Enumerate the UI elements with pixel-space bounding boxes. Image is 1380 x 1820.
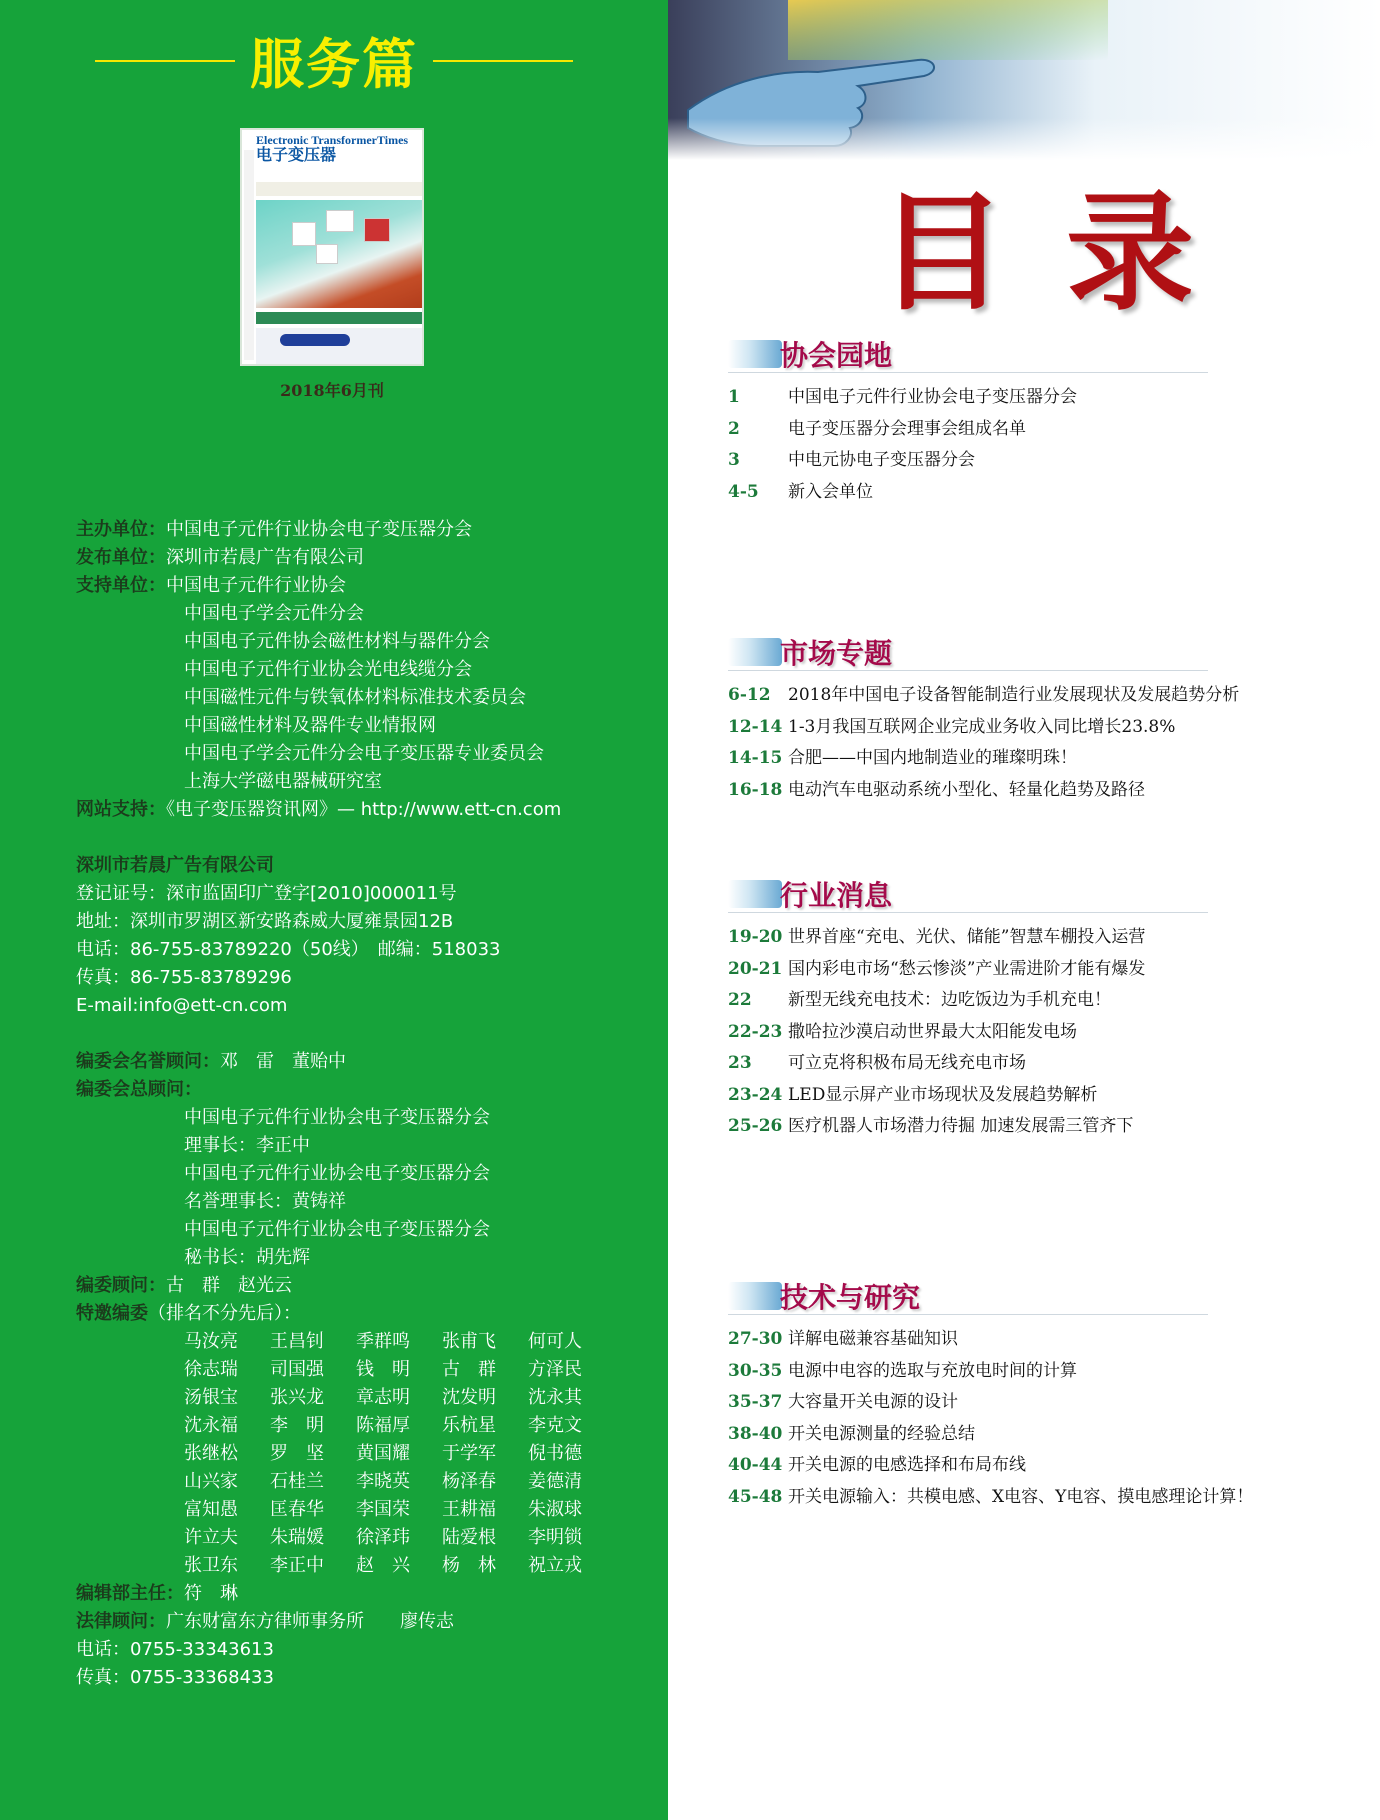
cover-footer — [256, 328, 422, 364]
editor-name: 赵 兴 — [356, 1555, 410, 1576]
chief-editor-row — [76, 1580, 614, 1608]
special-editors-row — [76, 1412, 614, 1440]
organizer-row — [76, 516, 561, 544]
editor-name: 许立夫 — [184, 1527, 238, 1548]
toc-entry-title: 新入会单位 — [788, 481, 873, 502]
toc-page-number: 12-14 — [728, 716, 783, 737]
company-block — [76, 852, 500, 1020]
toc-page-number: 2 — [728, 418, 740, 439]
toc-entry-title: 1-3月我国互联网企业完成业务收入同比增长23.8% — [788, 716, 1176, 737]
toc-entry-title: 电子变压器分会理事会组成名单 — [788, 418, 1026, 439]
toc-page-number: 4-5 — [728, 481, 759, 502]
toc-entry-title: 合肥——中国内地制造业的璀璨明珠！ — [788, 748, 1077, 768]
toc-entry-title: LED显示屏产业市场现状及发展趋势解析 — [788, 1084, 1098, 1105]
editorial-phone: 电话：0755-33343613 — [76, 1639, 274, 1660]
toc-entry-title: 中国电子元件行业协会电子变压器分会 — [788, 387, 1077, 407]
section-swoosh-icon — [728, 1282, 782, 1310]
toc-page-number: 30-35 — [728, 1360, 783, 1381]
toc-entry[interactable] — [728, 712, 1239, 744]
special-editors-row — [76, 1496, 614, 1524]
cover-band — [256, 182, 424, 196]
company-email[interactable]: E-mail:info@ett-cn.com — [76, 995, 288, 1016]
editor-name: 朱淑球 — [528, 1499, 582, 1520]
section-header — [728, 874, 1145, 914]
editor-name: 马汝亮 — [184, 1331, 238, 1352]
legal-advisor-row — [76, 1608, 614, 1636]
editor-name: 罗 坚 — [270, 1443, 324, 1464]
general-advisor-key: 编委会总顾问： — [76, 1079, 202, 1100]
pointing-hand-banner — [668, 0, 1380, 160]
toc-entry[interactable] — [728, 1419, 1253, 1451]
toc-entry[interactable] — [728, 743, 1239, 775]
section-underline — [728, 670, 1208, 671]
heading-rule-right — [433, 60, 573, 62]
cover-component-4 — [364, 218, 390, 242]
editor-name: 沈发明 — [442, 1387, 496, 1408]
editor-name: 张甫飞 — [442, 1331, 496, 1352]
company-fax: 传真：86-755-83789296 — [76, 967, 292, 988]
toc-page-number: 19-20 — [728, 927, 783, 947]
website-row — [76, 796, 561, 824]
cover-masthead — [256, 134, 424, 174]
editor-name: 何可人 — [528, 1331, 582, 1352]
special-editors-row — [76, 1524, 614, 1552]
editor-name: 乐杭星 — [442, 1415, 496, 1436]
editor-name: 徐泽玮 — [356, 1527, 410, 1548]
editor-name: 李 明 — [270, 1415, 324, 1436]
supporter-line: 中国磁性元件与铁氧体材料标准技术委员会 — [184, 687, 526, 708]
toc-page-number: 20-21 — [728, 958, 783, 979]
website-link[interactable]: 《电子变压器资讯网》— http://www.ett-cn.com — [166, 799, 562, 820]
service-heading — [0, 22, 668, 99]
magazine-cover-thumbnail[interactable] — [240, 128, 424, 366]
toc-list — [728, 922, 1145, 1143]
section-header — [728, 334, 1077, 374]
supporter-line: 中国电子元件协会磁性材料与器件分会 — [184, 631, 490, 652]
cover-image — [256, 200, 422, 308]
section-swoosh-icon — [728, 638, 782, 666]
supporter-value: 中国电子元件行业协会 — [166, 575, 346, 596]
editor-name: 钱 明 — [356, 1359, 410, 1380]
toc-entry[interactable] — [728, 775, 1239, 807]
special-editors-row — [76, 1328, 614, 1356]
toc-entry[interactable] — [728, 1080, 1145, 1112]
service-panel — [0, 0, 668, 1820]
supporter-line: 中国电子学会元件分会电子变压器专业委员会 — [184, 743, 544, 764]
toc-section-tech-research — [728, 1276, 1253, 1513]
toc-entry[interactable] — [728, 1111, 1145, 1143]
cover-spine — [244, 150, 254, 360]
toc-entry-title: 开关电源输入：共模电感、X电容、Y电容、摸电感理论计算！ — [788, 1486, 1254, 1507]
supporter-line: 中国磁性材料及器件专业情报网 — [184, 715, 436, 736]
toc-page-number: 22 — [728, 990, 752, 1010]
toc-page-number: 3 — [728, 450, 740, 470]
editor-name: 季群鸣 — [356, 1331, 410, 1352]
toc-entry-title: 世界首座“充电、光伏、储能”智慧车棚投入运营 — [788, 927, 1146, 947]
editor-name: 古 群 — [442, 1359, 496, 1380]
toc-section-association — [728, 334, 1077, 508]
editor-name: 陆爱根 — [442, 1527, 496, 1548]
toc-entry[interactable] — [728, 680, 1239, 712]
toc-page-number: 45-48 — [728, 1486, 783, 1507]
company-name: 深圳市若晨广告有限公司 — [76, 855, 274, 876]
legal-advisor-value: 广东财富东方律师事务所 廖传志 — [166, 1611, 454, 1632]
general-advisor-line: 秘书长：胡先辉 — [184, 1247, 310, 1268]
toc-page-number: 35-37 — [728, 1392, 783, 1412]
honorary-key: 编委会名誉顾问： — [76, 1051, 220, 1072]
section-title: 行业消息 — [780, 879, 893, 912]
supporter-key: 支持单位： — [76, 575, 166, 596]
editorial-block — [76, 1048, 614, 1692]
editor-name: 沈永其 — [528, 1387, 582, 1408]
toc-entry-title: 电动汽车电驱动系统小型化、轻量化趋势及路径 — [788, 779, 1145, 800]
toc-entry-title: 新型无线充电技术：边吃饭边为手机充电！ — [788, 990, 1111, 1010]
editor-name: 祝立戎 — [528, 1555, 582, 1576]
toc-entry-title: 国内彩电市场“愁云惨淡”产业需进阶才能有爆发 — [788, 958, 1146, 979]
section-header — [728, 632, 1239, 672]
advisor-value: 古 群 赵光云 — [166, 1275, 292, 1296]
editor-name: 方泽民 — [528, 1359, 582, 1380]
editor-name: 李明锁 — [528, 1527, 582, 1548]
toc-entry[interactable] — [728, 922, 1145, 954]
toc-entry[interactable] — [728, 985, 1145, 1017]
toc-page-number: 1 — [728, 387, 740, 407]
editor-name: 石桂兰 — [270, 1471, 324, 1492]
special-editors-key: 特邀编委 — [76, 1303, 148, 1324]
website-key: 网站支持： — [76, 799, 166, 820]
editor-name: 徐志瑞 — [184, 1359, 238, 1380]
toc-entry[interactable] — [728, 382, 1077, 414]
toc-entry[interactable] — [728, 1048, 1145, 1080]
section-swoosh-icon — [728, 340, 782, 368]
editor-name: 于学军 — [442, 1443, 496, 1464]
organizer-key: 主办单位： — [76, 519, 166, 540]
cover-caption: 2018年6月刊 — [280, 381, 384, 400]
cover-strip — [256, 312, 422, 324]
toc-page-number: 14-15 — [728, 748, 783, 768]
editor-name: 沈永福 — [184, 1415, 238, 1436]
toc-page-number: 16-18 — [728, 779, 783, 800]
honorary-value: 邓 雷 董贻中 — [220, 1051, 346, 1072]
toc-section-industry-news — [728, 874, 1145, 1143]
editorial-fax: 传真：0755-33368433 — [76, 1667, 274, 1688]
general-advisor-line: 中国电子元件行业协会电子变压器分会 — [184, 1219, 490, 1240]
toc-entry[interactable] — [728, 1450, 1253, 1482]
cover-title-cn: 电子变压器 — [256, 145, 337, 164]
editor-name: 章志明 — [356, 1387, 410, 1408]
toc-entry-title: 大容量开关电源的设计 — [788, 1392, 958, 1412]
toc-entry-title: 开关电源测量的经验总结 — [788, 1423, 975, 1444]
toc-page-number: 40-44 — [728, 1455, 783, 1475]
cover-component-3 — [316, 244, 338, 264]
toc-entry[interactable] — [728, 477, 1077, 509]
toc-entry-title: 详解电磁兼容基础知识 — [788, 1329, 958, 1349]
organizers-block — [76, 516, 561, 824]
special-editors-row — [76, 1356, 614, 1384]
toc-entry[interactable] — [728, 414, 1077, 446]
editor-name: 富知愚 — [184, 1499, 238, 1520]
general-advisor-line: 中国电子元件行业协会电子变压器分会 — [184, 1163, 490, 1184]
toc-entry-title: 2018年中国电子设备智能制造行业发展现状及发展趋势分析 — [788, 685, 1240, 705]
heading-rule-left — [95, 60, 235, 62]
section-title: 协会园地 — [780, 339, 893, 372]
special-editors-row — [76, 1552, 614, 1580]
toc-entry-title: 电源中电容的选取与充放电时间的计算 — [788, 1360, 1077, 1381]
special-editors-row — [76, 1384, 614, 1412]
toc-page-number: 25-26 — [728, 1116, 783, 1136]
special-editors-row — [76, 1300, 614, 1328]
editor-name: 汤银宝 — [184, 1387, 238, 1408]
editor-name: 张兴龙 — [270, 1387, 324, 1408]
chief-editor-value: 符 琳 — [184, 1583, 238, 1604]
special-editors-row — [76, 1440, 614, 1468]
toc-entry[interactable] — [728, 1482, 1253, 1514]
supporter-row — [76, 572, 561, 600]
section-underline — [728, 1314, 1208, 1315]
editor-name: 张继松 — [184, 1443, 238, 1464]
advisor-row — [76, 1272, 614, 1300]
toc-list — [728, 1324, 1253, 1513]
toc-entry[interactable] — [728, 954, 1145, 986]
company-address: 地址：深圳市罗湖区新安路森威大厦雍景园12B — [76, 911, 454, 932]
editor-name: 李克文 — [528, 1415, 582, 1436]
editor-name: 张卫东 — [184, 1555, 238, 1576]
general-advisor-line: 中国电子元件行业协会电子变压器分会 — [184, 1107, 490, 1128]
section-title: 市场专题 — [780, 637, 893, 670]
editor-name: 陈福厚 — [356, 1415, 410, 1436]
toc-page-number: 6-12 — [728, 685, 771, 705]
publisher-key: 发布单位： — [76, 547, 166, 568]
toc-entry-title: 中电元协电子变压器分会 — [788, 450, 975, 470]
general-advisor-line: 名誉理事长：黄铸祥 — [184, 1191, 346, 1212]
toc-entry[interactable] — [728, 1324, 1253, 1356]
editor-name: 匡春华 — [270, 1499, 324, 1520]
toc-page-number: 27-30 — [728, 1329, 783, 1349]
toc-entry-title: 撒哈拉沙漠启动世界最大太阳能发电场 — [788, 1021, 1077, 1042]
editor-name: 李正中 — [270, 1555, 324, 1576]
honorary-advisor-row — [76, 1048, 614, 1076]
chief-editor-key: 编辑部主任： — [76, 1583, 184, 1604]
company-phone: 电话：86-755-83789220（50线） 邮编：518033 — [76, 939, 501, 960]
section-title: 技术与研究 — [780, 1281, 921, 1314]
special-editors-grid — [76, 1328, 614, 1580]
section-underline — [728, 372, 1208, 373]
editor-name: 黄国耀 — [356, 1443, 410, 1464]
cover-title-en: Electronic TransformerTimes — [256, 133, 409, 147]
legal-advisor-key: 法律顾问： — [76, 1611, 166, 1632]
toc-entry[interactable] — [728, 1387, 1253, 1419]
editor-name: 王昌钊 — [270, 1331, 324, 1352]
table-of-contents — [668, 0, 1380, 1820]
special-editors-note: （排名不分先后）： — [148, 1303, 301, 1324]
section-swoosh-icon — [728, 880, 782, 908]
service-title: 服务篇 — [250, 32, 418, 96]
supporter-line: 中国电子元件行业协会光电线缆分会 — [184, 659, 472, 680]
editor-name: 李国荣 — [356, 1499, 410, 1520]
section-header — [728, 1276, 1253, 1316]
editor-name: 王耕福 — [442, 1499, 496, 1520]
toc-entry-title: 开关电源的电感选择和布局布线 — [788, 1455, 1026, 1475]
editor-name: 朱瑞媛 — [270, 1527, 324, 1548]
company-reg: 登记证号：深市监固印广登字[2010]000011号 — [76, 883, 457, 904]
editor-name: 倪书德 — [528, 1443, 582, 1464]
toc-entry-title: 医疗机器人市场潜力待掘 加速发展需三管齐下 — [788, 1116, 1134, 1136]
advisor-key: 编委顾问： — [76, 1275, 166, 1296]
organizer-value: 中国电子元件行业协会电子变压器分会 — [166, 519, 472, 540]
cover-footer-logo — [280, 334, 350, 346]
general-advisor-line: 理事长：李正中 — [184, 1135, 310, 1156]
editor-name: 山兴家 — [184, 1471, 238, 1492]
cover-component-1 — [292, 222, 316, 246]
toc-page-number: 38-40 — [728, 1423, 783, 1444]
editor-name: 司国强 — [270, 1359, 324, 1380]
publisher-value: 深圳市若晨广告有限公司 — [166, 547, 364, 568]
section-underline — [728, 912, 1208, 913]
toc-entry[interactable] — [728, 1017, 1145, 1049]
toc-list — [728, 382, 1077, 508]
editor-name: 姜德清 — [528, 1471, 582, 1492]
editor-name: 杨 林 — [442, 1555, 496, 1576]
toc-page-number: 22-23 — [728, 1021, 783, 1042]
toc-entry-title: 可立克将积极布局无线充电市场 — [788, 1053, 1026, 1073]
pointing-hand-icon — [668, 0, 1380, 160]
toc-entry[interactable] — [728, 445, 1077, 477]
toc-page-number: 23 — [728, 1053, 752, 1073]
editor-name: 李晓英 — [356, 1471, 410, 1492]
toc-title: 目录 — [878, 178, 1255, 328]
toc-entry[interactable] — [728, 1356, 1253, 1388]
cover-component-2 — [326, 210, 354, 232]
toc-section-market — [728, 632, 1239, 806]
toc-page-number: 23-24 — [728, 1084, 783, 1105]
editor-name: 杨泽春 — [442, 1471, 496, 1492]
supporter-line: 中国电子学会元件分会 — [184, 603, 364, 624]
special-editors-row — [76, 1468, 614, 1496]
publisher-row — [76, 544, 561, 572]
toc-list — [728, 680, 1239, 806]
supporter-line: 上海大学磁电器械研究室 — [184, 771, 382, 792]
